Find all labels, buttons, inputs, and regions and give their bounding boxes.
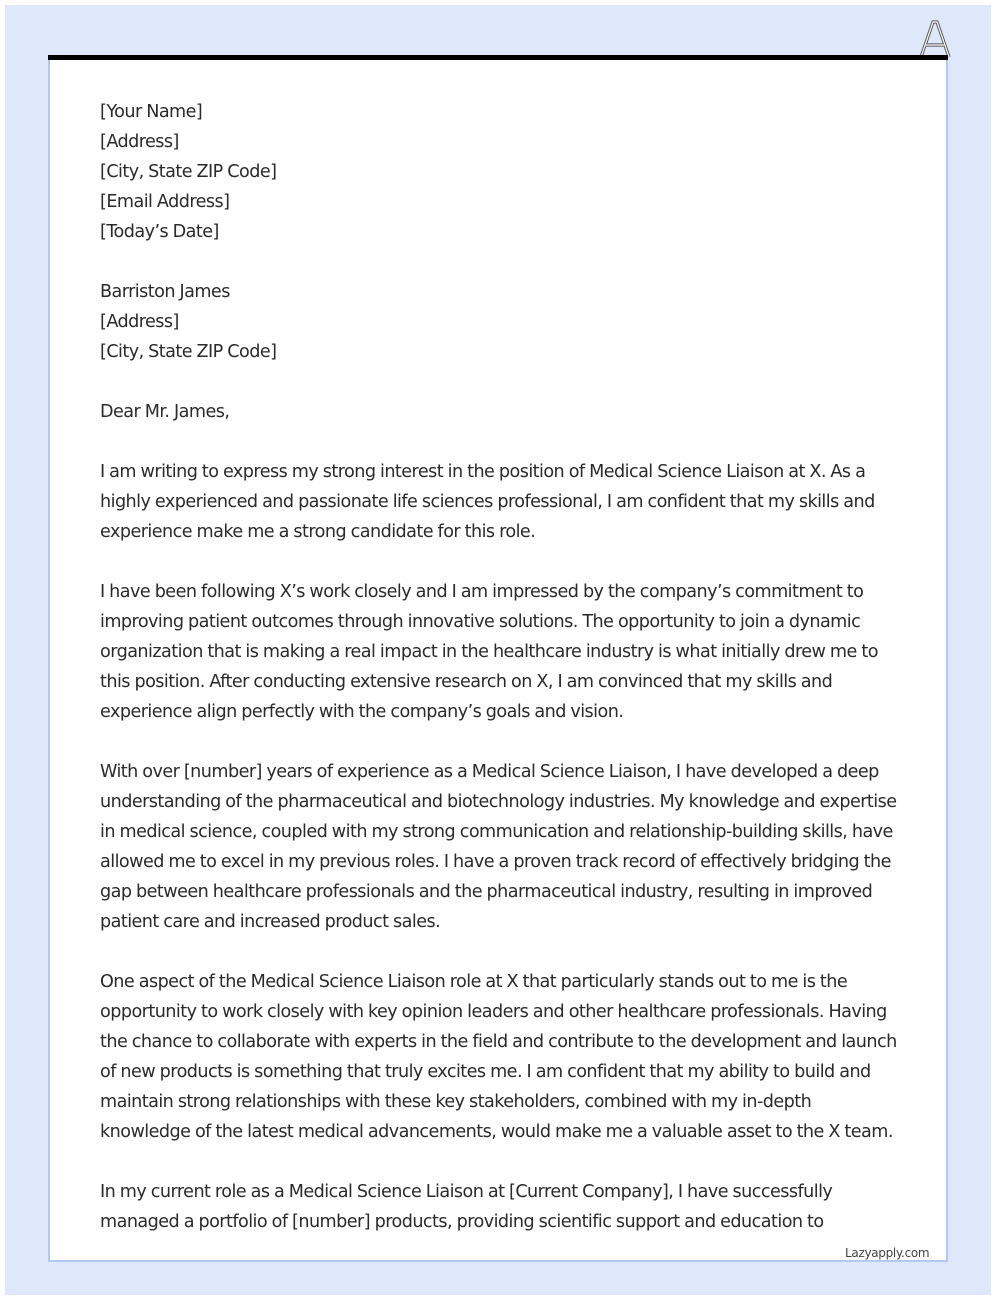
cover-letter (100, 97, 900, 1267)
recipient-address: [Address] (100, 312, 179, 332)
sender-name: [Your Name] (100, 102, 203, 122)
recipient-name: Barriston James (100, 282, 230, 302)
recipient-block (100, 277, 900, 367)
sender-block (100, 97, 900, 247)
body-paragraph: One aspect of the Medical Science Liaison role at X that particularly stands out to me is the opportunity to work closely with key opinion leaders and other healthcare professionals. Having the chance to collaborate with experts in the field and contribute to the development and launch of new products is something that truly excites me. I am confident that my ability to build and maintain strong relationships with these key stakeholders, combined with my in-depth knowledge of the latest medical advancements, would make me a valuable asset to the X team. (100, 972, 897, 1142)
body-paragraph: In my current role as a Medical Science Liaison at [Current Company], I have successfully managed a portfolio of [number] products, providing scientific support and education to (100, 1182, 833, 1232)
sender-email: [Email Address] (100, 192, 230, 212)
body-paragraph: I am writing to express my strong interest in the position of Medical Science Liaison at X. As a highly experienced and passionate life sciences professional, I am confident that my skills and experience make me a strong candidate for this role. (100, 462, 875, 542)
letter-date: [Today’s Date] (100, 222, 219, 242)
sender-address: [Address] (100, 132, 179, 152)
watermark: Lazyapply.com (845, 1246, 930, 1260)
page-background (5, 5, 991, 1295)
body-paragraph: I have been following X’s work closely and I am impressed by the company’s commitment to improving patient outcomes through innovative solutions. The opportunity to join a dynamic organization that is making a real impact in the healthcare industry is what initially drew me to this position. After conducting extensive research on X, I am convinced that my skills and experience align perfectly with the company’s goals and vision. (100, 582, 878, 722)
sender-city: [City, State ZIP Code] (100, 162, 277, 182)
salutation: Dear Mr. James, (100, 402, 230, 422)
recipient-city: [City, State ZIP Code] (100, 342, 277, 362)
body-paragraph: With over [number] years of experience as a Medical Science Liaison, I have developed a deep understanding of the pharmaceutical and biotechnology industries. My knowledge and expertise in medical science, coupled with my strong communication and relationship-building skills, have allowed me to excel in my previous roles. I have a proven track record of effectively bridging the gap between healthcare professionals and the pharmaceutical industry, resulting in improved patient care and increased product sales. (100, 762, 897, 932)
lazyapply-logo-icon (917, 19, 953, 59)
